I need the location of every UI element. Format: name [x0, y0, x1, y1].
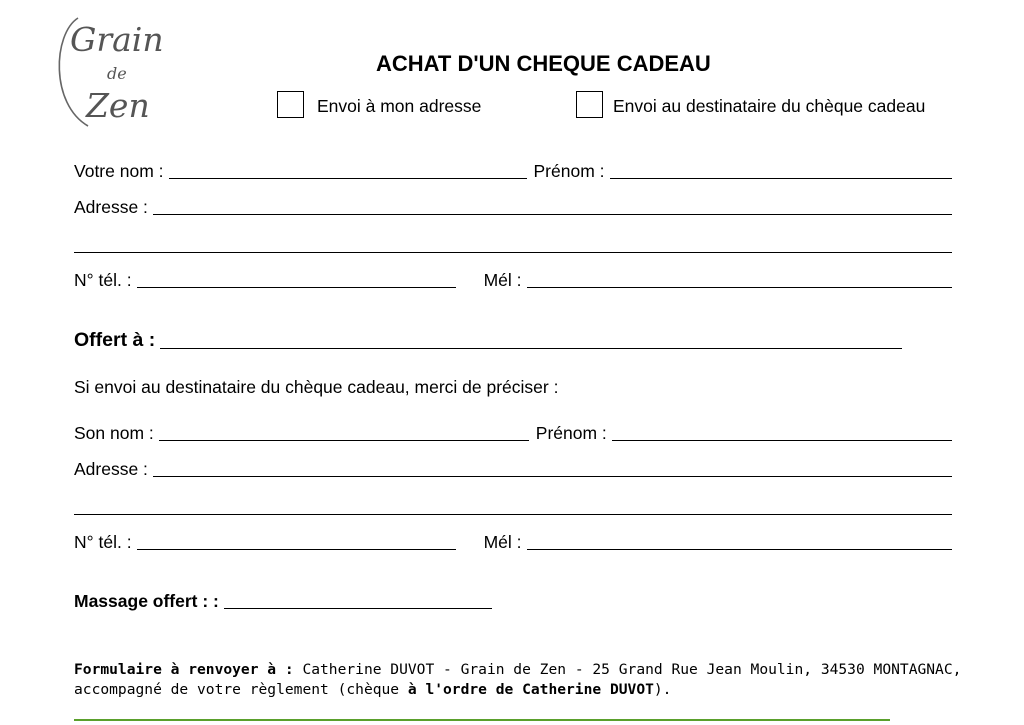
recipient-email-label: Mél :	[483, 532, 522, 552]
option-recipient-address-label: Envoi au destinataire du chèque cadeau	[613, 96, 926, 116]
footer-line2-start: accompagné de votre règlement (chèque	[74, 681, 408, 698]
buyer-name-field[interactable]	[169, 178, 527, 179]
recipient-note: Si envoi au destinataire du chèque cadeau, merci de préciser :	[74, 377, 559, 397]
recipient-firstname-field[interactable]	[612, 440, 952, 441]
logo-word-de: de	[107, 64, 127, 83]
buyer-email-field[interactable]	[527, 287, 952, 288]
massage-label: Massage offert : :	[74, 591, 219, 611]
recipient-address-row	[74, 459, 952, 480]
recipient-phone-label: N° tél. :	[74, 532, 132, 552]
footer-instructions	[74, 660, 962, 700]
checkbox-own-address[interactable]	[277, 91, 304, 118]
recipient-address-label: Adresse :	[74, 459, 148, 479]
recipient-email-field[interactable]	[527, 549, 952, 550]
footer-address: Catherine DUVOT - Grain de Zen - 25 Grand Rue Jean Moulin, 34530 MONTAGNAC,	[293, 661, 962, 678]
offered-to-row	[74, 329, 902, 352]
recipient-firstname-label: Prénom :	[535, 423, 607, 443]
checkbox-recipient-address[interactable]	[576, 91, 603, 118]
logo-word-grain: Grain	[70, 20, 164, 59]
option-own-address-label: Envoi à mon adresse	[317, 96, 482, 116]
massage-row	[74, 591, 492, 612]
footer-payee: à l'ordre de Catherine DUVOT	[407, 681, 654, 698]
buyer-name-label: Votre nom :	[74, 161, 164, 181]
recipient-address-field-line2[interactable]	[74, 514, 952, 515]
recipient-phone-field[interactable]	[137, 549, 456, 550]
buyer-contact-row	[74, 270, 952, 291]
massage-field[interactable]	[224, 608, 492, 609]
offered-to-label: Offert à :	[74, 329, 156, 351]
grain-de-zen-logo	[48, 14, 178, 132]
footer-divider	[74, 719, 890, 721]
recipient-name-field[interactable]	[159, 440, 529, 441]
buyer-address-row	[74, 197, 952, 218]
footer-line2-end: ).	[653, 681, 672, 698]
buyer-phone-field[interactable]	[137, 287, 456, 288]
recipient-name-label: Son nom :	[74, 423, 154, 443]
recipient-contact-row	[74, 532, 952, 553]
buyer-address-field[interactable]	[153, 214, 952, 215]
buyer-address-label: Adresse :	[74, 197, 148, 217]
footer-line-1	[74, 660, 962, 680]
logo-word-zen: Zen	[86, 86, 150, 125]
buyer-name-row	[74, 161, 952, 182]
buyer-firstname-label: Prénom :	[533, 161, 605, 181]
page-title: ACHAT D'UN CHEQUE CADEAU	[376, 51, 711, 76]
footer-bold-prefix: Formulaire à renvoyer à :	[74, 661, 294, 678]
offered-to-field[interactable]	[160, 348, 902, 349]
buyer-firstname-field[interactable]	[610, 178, 953, 179]
buyer-phone-label: N° tél. :	[74, 270, 132, 290]
buyer-email-label: Mél :	[483, 270, 522, 290]
buyer-address-field-line2[interactable]	[74, 252, 952, 253]
recipient-name-row	[74, 423, 952, 444]
recipient-address-field[interactable]	[153, 476, 952, 477]
footer-line-2	[74, 680, 950, 700]
